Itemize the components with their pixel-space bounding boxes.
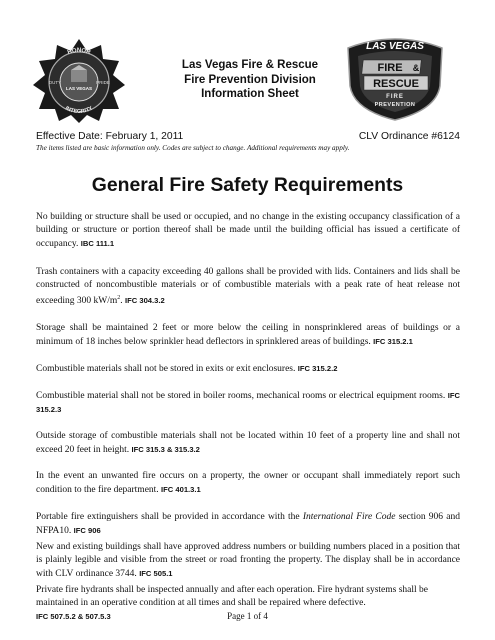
- header-line-doc-type: Information Sheet: [201, 88, 299, 100]
- paragraph-certificate-of-occupancy: [36, 211, 460, 252]
- code-reference: IFC 505.1: [139, 569, 173, 579]
- ordinance-number: CLV Ordinance #6124: [358, 131, 460, 142]
- code-reference: IFC 304.3.2: [125, 296, 165, 306]
- header-line-division: Fire Prevention Division: [184, 73, 316, 86]
- paragraph-address-numbers: [36, 541, 460, 582]
- paragraph-storage-clearance: [36, 322, 460, 349]
- paragraph-report-fire: [36, 470, 460, 497]
- code-title-italic: International Fire Code: [302, 512, 396, 522]
- paragraph-text: Portable fire extinguishers shall be provided in accordance with the: [36, 512, 303, 522]
- code-reference: IBC 111.1: [80, 239, 115, 249]
- shield-top-text: LAS VEGAS: [366, 41, 424, 52]
- paragraph-text: Storage shall be maintained 2 feet or more below the ceiling in nonsprinklered areas of buildings or a minimum of 18 inches below sprinkler head deflectors in sprinklered areas of buildings.: [36, 323, 460, 348]
- shield-line1: FIRE: [377, 62, 403, 74]
- page-number: Page 1 of 4: [227, 611, 268, 621]
- paragraph-outside-storage: [36, 430, 460, 457]
- paragraph-text: No building or structure shall be used or occupied, and no change in the existing occupancy classification of a building or structure or portion thereof shall be made until the building official has issued a certificate of occupancy.: [36, 212, 460, 250]
- badge-left-text: DUTY: [48, 80, 62, 85]
- paragraph-text: In the event an unwanted fire occurs on a property, the owner or occupant shall immediately report such condition to the fire department.: [36, 471, 460, 496]
- badge-right-text: PRIDE: [96, 80, 110, 85]
- paragraph-boiler-rooms: [36, 389, 460, 417]
- code-reference: IFC 315.2.1: [373, 337, 413, 347]
- paragraph-text: Combustible materials shall not be stored in exits or exit enclosures.: [36, 364, 296, 374]
- honor-duty-badge-logo: [31, 37, 127, 123]
- paragraph-extinguishers: [36, 511, 460, 538]
- paragraph-trash-containers: [36, 266, 460, 309]
- paragraph-text: New and existing buildings shall have approved address numbers or building numbers placed in a position that is plainly legible and visible from the street or road fronting the property. The display shall be in accordance with CLV ordinance 3744.: [36, 542, 460, 580]
- shield-line2: RESCUE: [373, 78, 419, 90]
- code-reference: IFC 507.5.2 & 507.5.3: [36, 612, 111, 622]
- page-title: General Fire Safety Requirements: [91, 174, 404, 196]
- paragraph-text: Private fire hydrants shall be inspected annually and after each operation. Fire hydrant systems shall be maintained in an operative condition at all times and shall be repaired where defective.: [36, 585, 429, 609]
- header-line-org: Las Vegas Fire & Rescue: [181, 59, 319, 71]
- code-reference: IFC 401.3.1: [161, 485, 201, 495]
- paragraph-text: Combustible material shall not be stored in boiler rooms, mechanical rooms or electrical equipment rooms.: [36, 391, 446, 401]
- shield-amp: &: [412, 63, 420, 73]
- paragraph-text-end: .: [120, 296, 123, 307]
- code-reference: IFC 315.2.2: [297, 364, 338, 373]
- effective-date-row: [36, 131, 460, 142]
- code-reference: IFC 906: [73, 526, 101, 536]
- badge-top-text: HONOR: [66, 48, 92, 57]
- paragraph-exits-storage: [36, 362, 460, 376]
- paragraph-text: Outside storage of combustible materials shall not be located within 10 feet of a property line and shall not exceed 20 feet in height.: [36, 431, 460, 456]
- badge-inner-text: LAS VEGAS: [65, 86, 93, 91]
- fire-rescue-shield-logo: [340, 34, 450, 122]
- badge-bottom-text: INTEGRITY: [64, 105, 94, 115]
- paragraph-text: Trash containers with a capacity exceeding 40 gallons shall be provided with lids. Containers and lids shall be constructed of noncombustible materials or of combustible materials with a peak rate of heat release not exceeding 300 kW/m: [36, 267, 460, 307]
- shield-line3: FIRE: [386, 94, 404, 100]
- superscript: 2: [117, 295, 121, 302]
- code-reference: IFC 315.2.3: [36, 391, 460, 415]
- shield-line4: PREVENTION: [374, 102, 416, 108]
- header-block: [150, 58, 350, 102]
- paragraph-text-end: section 906 and NFPA10.: [36, 512, 460, 537]
- code-reference: IFC 315.3 & 315.3.2: [131, 445, 200, 455]
- effective-date: Effective Date: February 1, 2011: [36, 131, 184, 142]
- disclaimer: The items listed are basic information only. Codes are subject to change. Additional requirements may apply.: [36, 143, 350, 152]
